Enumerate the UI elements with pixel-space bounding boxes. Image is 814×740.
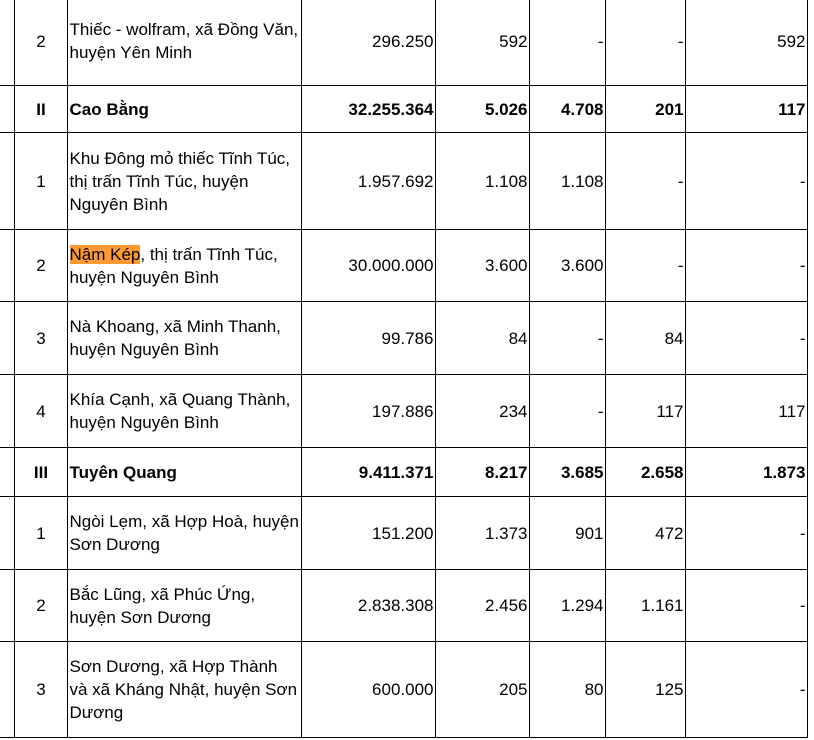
- stage-3-value: 592: [685, 0, 807, 86]
- row-number: 4: [14, 375, 67, 448]
- location-name: Khu Đông mỏ thiếc Tĩnh Túc, thị trấn Tĩnh Túc, huyện Nguyên Bình: [67, 133, 301, 230]
- stage-3-value: -: [685, 230, 807, 302]
- row-number: 1: [14, 133, 67, 230]
- table-row: [0, 302, 807, 375]
- location-name: Ngòi Lẹm, xã Hợp Hoà, huyện Sơn Dương: [67, 497, 301, 570]
- stage-3-value: -: [685, 497, 807, 570]
- stage-1-value: 901: [529, 497, 605, 570]
- total-value: 3.600: [435, 230, 529, 302]
- row-number: 2: [14, 0, 67, 86]
- reserve-value: 600.000: [301, 642, 435, 738]
- location-name: Nà Khoang, xã Minh Thanh, huyện Nguyên Bình: [67, 302, 301, 375]
- location-name: [67, 230, 301, 302]
- total-value: 8.217: [435, 448, 529, 497]
- reserve-value: 1.957.692: [301, 133, 435, 230]
- stage-2-value: -: [605, 0, 685, 86]
- stage-2-value: 201: [605, 86, 685, 133]
- stage-2-value: 1.161: [605, 570, 685, 642]
- province-name: Tuyên Quang: [67, 448, 301, 497]
- stage-3-value: -: [685, 570, 807, 642]
- stage-2-value: 84: [605, 302, 685, 375]
- total-value: 2.456: [435, 570, 529, 642]
- stage-1-value: 3.600: [529, 230, 605, 302]
- stage-1-value: -: [529, 302, 605, 375]
- stage-3-value: -: [685, 642, 807, 738]
- table-row: [0, 375, 807, 448]
- row-edge: [0, 0, 14, 86]
- stage-3-value: 1.873: [685, 448, 807, 497]
- reserve-value: 99.786: [301, 302, 435, 375]
- stage-2-value: -: [605, 133, 685, 230]
- row-edge: [0, 230, 14, 302]
- province-row: [0, 86, 807, 133]
- stage-2-value: 472: [605, 497, 685, 570]
- reserve-value: 197.886: [301, 375, 435, 448]
- table-row: [0, 570, 807, 642]
- row-edge: [0, 133, 14, 230]
- table-row: [0, 133, 807, 230]
- stage-1-value: 1.294: [529, 570, 605, 642]
- stage-1-value: 80: [529, 642, 605, 738]
- row-edge: [0, 448, 14, 497]
- stage-3-value: -: [685, 133, 807, 230]
- stage-1-value: -: [529, 0, 605, 86]
- stage-1-value: 1.108: [529, 133, 605, 230]
- stage-3-value: -: [685, 302, 807, 375]
- province-name: Cao Bằng: [67, 86, 301, 133]
- row-number: 3: [14, 302, 67, 375]
- table-row: [0, 497, 807, 570]
- highlighted-text: Nậm Kép: [69, 244, 141, 264]
- table-row: [0, 0, 807, 86]
- row-number: 3: [14, 642, 67, 738]
- row-edge: [0, 642, 14, 738]
- row-edge: [0, 497, 14, 570]
- location-name: Thiếc - wolfram, xã Đồng Văn, huyện Yên Minh: [67, 0, 301, 86]
- reserve-value: 32.255.364: [301, 86, 435, 133]
- total-value: 1.373: [435, 497, 529, 570]
- stage-2-value: 2.658: [605, 448, 685, 497]
- row-edge: [0, 86, 14, 133]
- province-row: [0, 448, 807, 497]
- stage-2-value: 125: [605, 642, 685, 738]
- location-name: Sơn Dương, xã Hợp Thành và xã Kháng Nhật, huyện Sơn Dương: [67, 642, 301, 738]
- reserve-value: 151.200: [301, 497, 435, 570]
- row-number: 2: [14, 230, 67, 302]
- row-edge: [0, 302, 14, 375]
- row-number: II: [14, 86, 67, 133]
- total-value: 5.026: [435, 86, 529, 133]
- location-name-rest: , thị trấn Tĩnh Túc, huyện Nguyên Bình: [69, 244, 278, 287]
- total-value: 234: [435, 375, 529, 448]
- row-edge: [0, 375, 14, 448]
- reserve-value: 9.411.371: [301, 448, 435, 497]
- total-value: 592: [435, 0, 529, 86]
- stage-2-value: 117: [605, 375, 685, 448]
- reserve-value: 2.838.308: [301, 570, 435, 642]
- row-number: 1: [14, 497, 67, 570]
- total-value: 84: [435, 302, 529, 375]
- stage-1-value: 4.708: [529, 86, 605, 133]
- row-edge: [0, 570, 14, 642]
- stage-3-value: 117: [685, 375, 807, 448]
- table-row: [0, 642, 807, 738]
- row-number: 2: [14, 570, 67, 642]
- row-number: III: [14, 448, 67, 497]
- location-name: Khía Cạnh, xã Quang Thành, huyện Nguyên Bình: [67, 375, 301, 448]
- stage-1-value: 3.685: [529, 448, 605, 497]
- total-value: 205: [435, 642, 529, 738]
- table-row: [0, 230, 807, 302]
- reserve-value: 30.000.000: [301, 230, 435, 302]
- stage-3-value: 117: [685, 86, 807, 133]
- reserve-value: 296.250: [301, 0, 435, 86]
- stage-1-value: -: [529, 375, 605, 448]
- location-name: Bắc Lũng, xã Phúc Ứng, huyện Sơn Dương: [67, 570, 301, 642]
- stage-2-value: -: [605, 230, 685, 302]
- total-value: 1.108: [435, 133, 529, 230]
